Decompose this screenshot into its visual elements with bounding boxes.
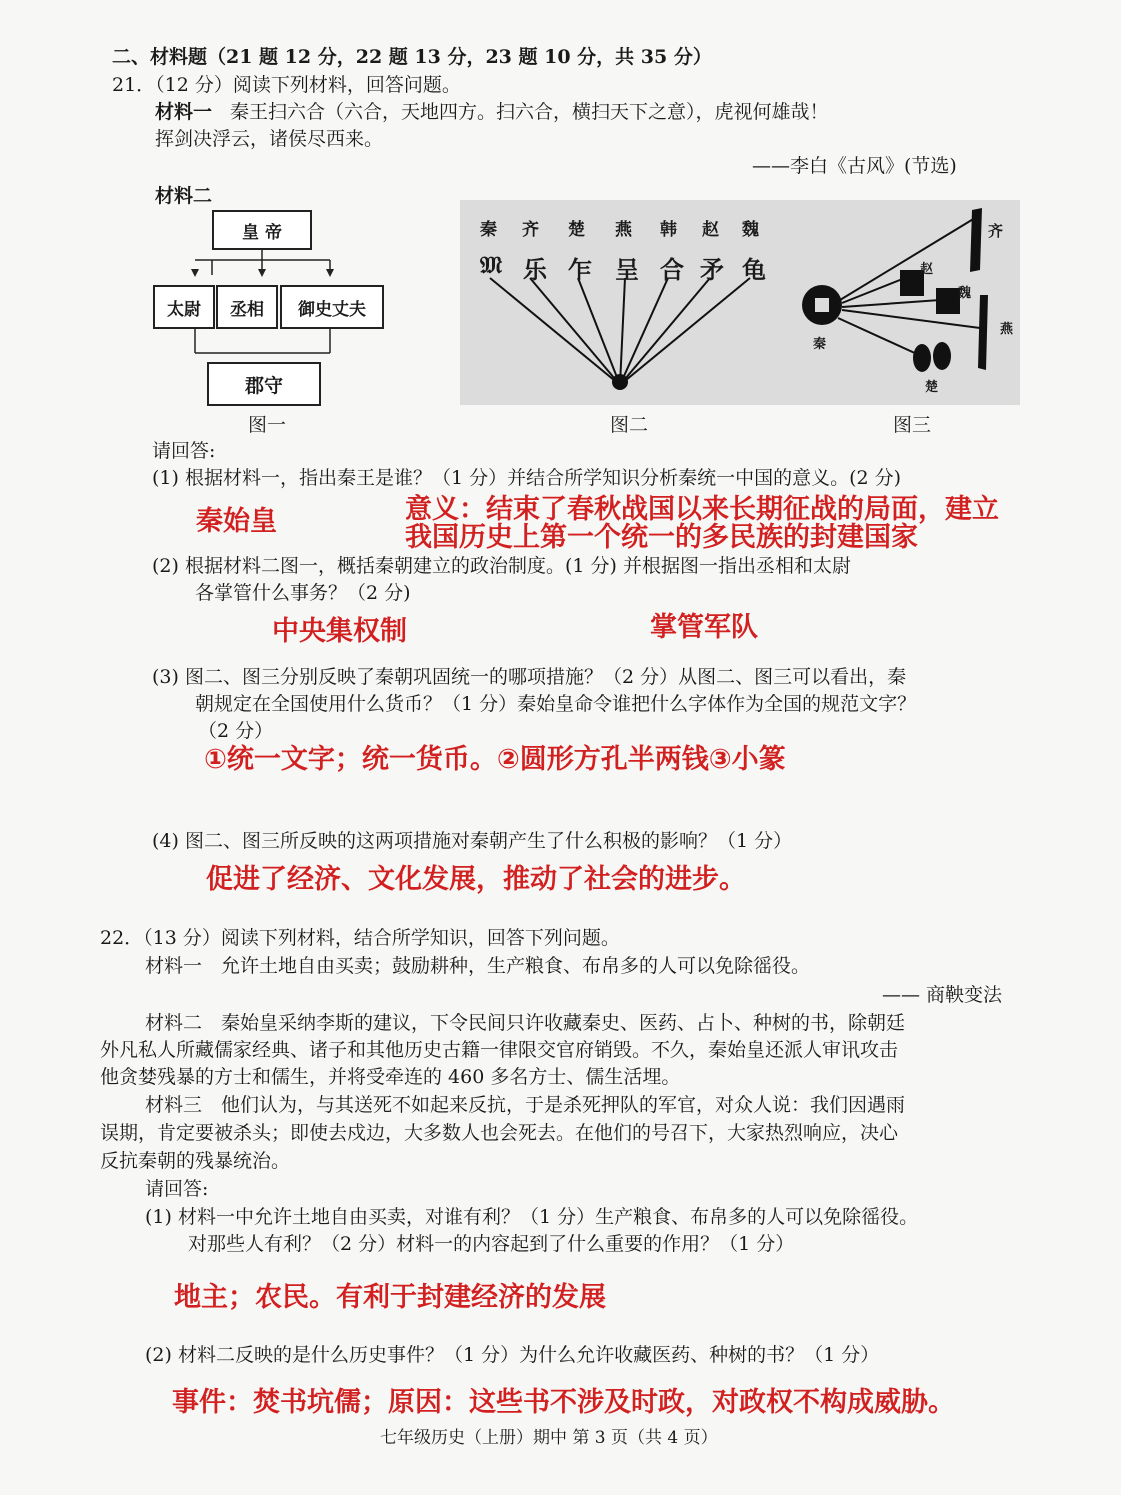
q22-question-1b: 对那些人有利？（2 分）材料一的内容起到了什么重要的作用？（1 分） — [188, 1233, 795, 1255]
q22-question-2: (2) 材料二反映的是什么历史事件？（1 分）为什么允许收藏医药、种树的书？（1 分） — [145, 1344, 880, 1366]
coin-label: 赵 — [920, 262, 934, 277]
q21-question-3b: 朝规定在全国使用什么货币？（1 分）秦始皇命令谁把什么字体作为全国的规范文字？ — [195, 693, 917, 715]
coin-label: 楚 — [925, 380, 939, 395]
q21-question-3a: (3) 图二、图三分别反映了秦朝巩固统一的哪项措施？（2 分）从图二、图三可以看出，秦 — [152, 666, 907, 688]
seal-glyph: 呈 — [615, 255, 639, 284]
state-name: 韩 — [660, 220, 677, 240]
state-name: 楚 — [568, 220, 585, 240]
state-name: 燕 — [615, 220, 632, 240]
q22-material3-line2: 误期，肯定要被杀头；即使去戍边，大多数人也会死去。在他们的号召下，大家热烈响应，决心 — [100, 1122, 899, 1144]
seal-glyph: 乍 — [568, 255, 592, 284]
state-name: 齐 — [522, 220, 539, 240]
state-name: 魏 — [742, 220, 759, 240]
org-box-junshou: 郡守 — [207, 362, 321, 406]
q21-question-1: (1) 根据材料一，指出秦王是谁？（1 分）并结合所学知识分析秦统一中国的意义。(2 分) — [152, 467, 902, 489]
q21-material1-source: ——李白《古风》(节选) — [752, 155, 957, 177]
page-footer: 七年级历史（上册）期中 第 3 页（共 4 页） — [380, 1428, 718, 1448]
org-box-yushi: 御史丈夫 — [280, 285, 384, 329]
coin-label: 燕 — [1000, 322, 1014, 337]
q21-question-2b: 各掌管什么事务？（2 分) — [195, 582, 411, 604]
q22-material2-line2: 外凡私人所藏儒家经典、诸子和其他历史古籍一律限交官府销毁。不久，秦始皇还派人审讯攻击 — [100, 1039, 899, 1061]
q22-heading: 22．（13 分）阅读下列材料，结合所学知识，回答下列问题。 — [100, 927, 620, 949]
state-name: 赵 — [702, 220, 719, 240]
state-name: 秦 — [480, 220, 497, 240]
q21-material1-text: 秦王扫六合（六合，天地四方。扫六合，横扫天下之意），虎视何雄哉！ — [230, 101, 829, 123]
figure-3-caption: 图三 — [893, 414, 932, 436]
q22-material3-line1: 材料三 他们认为，与其送死不如起来反抗，于是杀死押队的军官，对众人说：我们因遇雨 — [145, 1094, 906, 1116]
q22-material2-line3: 他贪婪残暴的方士和儒生，并将受牵连的 460 多名方士、儒生活埋。 — [100, 1066, 681, 1088]
q22-material1: 材料一 允许土地自由买卖；鼓励耕种，生产粮食、布帛多的人可以免除徭役。 — [145, 955, 811, 977]
org-box-taiwei: 太尉 — [153, 285, 215, 329]
q21-answer-3: ①统一文字；统一货币。②圆形方孔半两钱③小篆 — [204, 744, 786, 775]
q21-material1-text2: 挥剑决浮云，诸侯尽西来。 — [155, 128, 384, 150]
coin-label: 秦 — [813, 337, 827, 352]
coin-label: 魏 — [958, 286, 972, 301]
seal-glyph: 矛 — [700, 255, 724, 284]
q21-heading: 21．（12 分）阅读下列材料，回答问题。 — [112, 74, 461, 96]
q22-material3-line3: 反抗秦朝的残暴统治。 — [100, 1150, 291, 1172]
q22-answer-2: 事件：焚书坑儒；原因：这些书不涉及时政，对政权不构成威胁。 — [172, 1387, 955, 1418]
q22-prompt: 请回答: — [145, 1178, 209, 1200]
q21-answer-1c: 我国历史上第一个统一的多民族的封建国家 — [405, 522, 918, 553]
coin-label: 齐 — [988, 222, 1004, 240]
q21-answer-4: 促进了经济、文化发展，推动了社会的进步。 — [206, 864, 746, 895]
q21-answer-2a: 中央集权制 — [272, 616, 407, 647]
q21-prompt: 请回答: — [152, 440, 216, 462]
q21-material1 — [155, 99, 829, 125]
q21-answer-2b: 掌管军队 — [650, 612, 758, 643]
q21-question-4: (4) 图二、图三所反映的这两项措施对秦朝产生了什么积极的影响？（1 分） — [152, 830, 793, 852]
q21-material1-label: 材料一 — [155, 101, 213, 123]
q21-question-2a: (2) 根据材料二图一，概括秦朝建立的政治制度。(1 分) 并根据图一指出丞相和太尉 — [152, 555, 851, 577]
org-box-emperor: 皇 帝 — [212, 210, 312, 250]
seal-glyph: 龟 — [742, 255, 766, 284]
org-box-chengxiang: 丞相 — [216, 285, 278, 329]
seal-glyph: 合 — [660, 255, 684, 284]
q22-question-1a: (1) 材料一中允许土地自由买卖，对谁有利？（1 分）生产粮食、布帛多的人可以免除徭役。 — [145, 1206, 919, 1228]
q22-material2-line1: 材料二 秦始皇采纳李斯的建议，下令民间只许收藏秦史、医药、占卜、种树的书，除朝廷 — [145, 1012, 906, 1034]
q21-answer-1b: 意义：结束了春秋战国以来长期征战的局面，建立 — [405, 494, 999, 525]
section-title: 二、材料题（21 题 12 分，22 题 13 分，23 题 10 分，共 35 分） — [112, 46, 712, 68]
q22-answer-1: 地主；农民。有利于封建经济的发展 — [174, 1282, 606, 1313]
seal-glyph: 𝔐 — [480, 250, 503, 279]
figure-1-caption: 图一 — [248, 414, 287, 436]
figure-2-script-lines — [460, 200, 1020, 405]
q21-answer-1a: 秦始皇 — [196, 506, 277, 537]
figure-2-caption: 图二 — [610, 414, 649, 436]
q21-material2-label: 材料二 — [155, 185, 213, 207]
seal-glyph: 乐 — [523, 255, 547, 284]
q22-material1-source: —— 商鞅变法 — [882, 984, 1003, 1006]
q21-question-3c: （2 分） — [198, 720, 274, 742]
